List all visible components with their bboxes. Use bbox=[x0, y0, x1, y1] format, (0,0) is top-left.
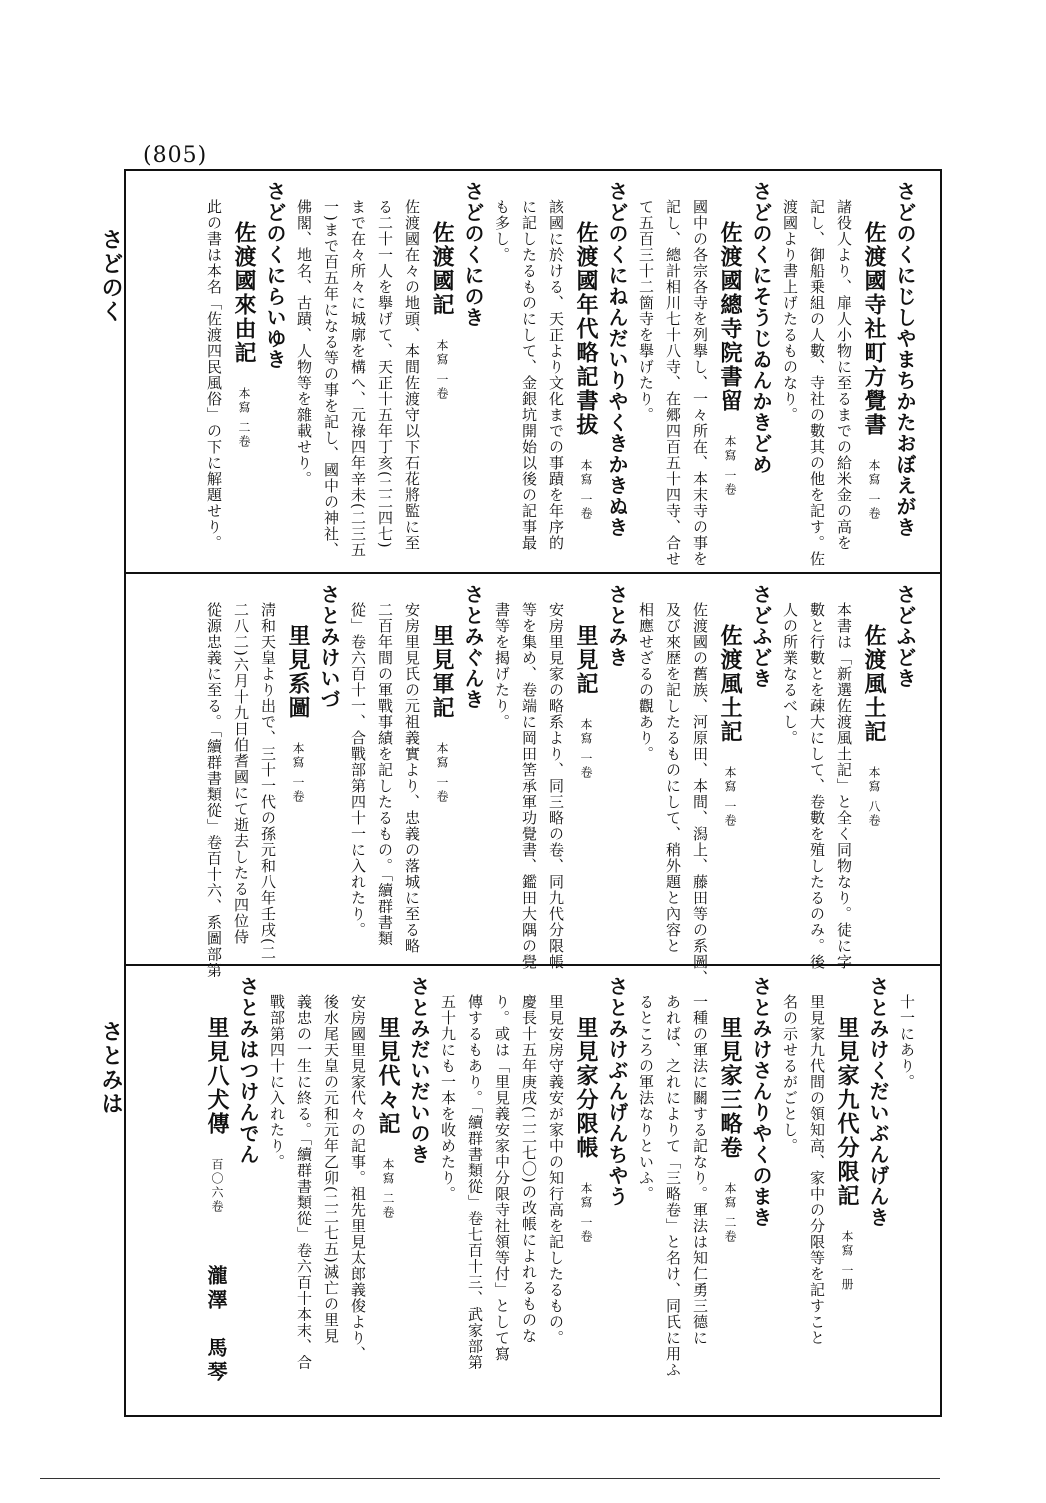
entry-band-top bbox=[126, 171, 940, 574]
page-number: (805) bbox=[143, 143, 208, 168]
heading-text: さとみき bbox=[605, 584, 629, 668]
volume-count: 本寫 一卷 bbox=[291, 742, 305, 804]
volume-count: 本寫 一卷 bbox=[723, 435, 737, 497]
title-text: 里見家分限帳 bbox=[573, 1016, 599, 1160]
desc-text: 佐渡國在々の地頭、本間佐渡守以下石花將監に至 bbox=[403, 199, 421, 551]
title-text: 里見家三略卷 bbox=[717, 1016, 743, 1160]
desc-text: 里見安房守義安が家中の知行高を記したるもの。 bbox=[547, 994, 565, 1346]
heading-text: さどのくにじしやまちかたおぼえがき bbox=[893, 181, 917, 538]
entry-desc bbox=[547, 584, 565, 970]
entry-desc bbox=[638, 181, 653, 562]
heading-text: さどのくにらいゆき bbox=[263, 181, 287, 370]
desc-text: 慶長十五年庚戌(二二七〇)の改帳によれるものな bbox=[520, 994, 538, 1344]
desc-text: 淸和天皇より出で、三十一代の孫元和八年壬戌(二 bbox=[259, 602, 277, 961]
entry-heading bbox=[895, 584, 915, 954]
entry-desc bbox=[808, 181, 826, 567]
entry-title bbox=[863, 584, 885, 954]
desc-text: 記し、總計相川七十八寺、在郷四百五十四寺、合せ bbox=[664, 199, 682, 567]
desc-text: 里見家九代間の領知高、家中の分限等を記すこと bbox=[808, 994, 826, 1346]
entry-desc bbox=[782, 584, 797, 954]
entry-desc bbox=[494, 181, 509, 562]
title-text: 佐渡風土記 bbox=[861, 624, 887, 744]
entries-frame bbox=[124, 169, 942, 1417]
entry-heading bbox=[265, 181, 285, 562]
entry-desc bbox=[350, 976, 365, 1405]
entry-desc bbox=[521, 976, 536, 1405]
desc-text: 戰部第四十に入れたり。 bbox=[268, 994, 286, 1170]
entry-desc bbox=[233, 584, 248, 954]
entry-desc bbox=[350, 584, 365, 954]
title-text: 里見軍記 bbox=[429, 624, 455, 720]
entry-desc bbox=[350, 181, 365, 562]
entry-heading bbox=[463, 584, 483, 954]
desc-text: 安房國里見家代々の記事。祖先里見太郎義俊より、 bbox=[349, 994, 367, 1362]
heading-text: さとみけさんりやくのまき bbox=[749, 976, 773, 1228]
entry-desc bbox=[404, 584, 419, 954]
desc-text: 此の書は本名「佐渡四民風俗」の下に解題せり。 bbox=[205, 199, 223, 551]
desc-text: 該國に於ける、天正より文化までの事蹟を年序的 bbox=[547, 199, 565, 551]
entry-heading bbox=[751, 181, 771, 562]
entry-desc bbox=[809, 976, 824, 1405]
entry-heading bbox=[607, 584, 627, 954]
volume-count: 本寫 二卷 bbox=[723, 1182, 737, 1244]
desc-text: 安房里見家の略系より、同三略の卷、同九代分限帳 bbox=[547, 602, 565, 970]
desc-text: 本書は「新選佐渡風土記」と全く同物なり。徒に字 bbox=[835, 602, 853, 970]
title-text: 里見八犬傳 bbox=[204, 1016, 230, 1136]
entry-title bbox=[575, 584, 597, 954]
heading-text: さどふどき bbox=[749, 584, 773, 689]
entry-heading bbox=[463, 181, 483, 562]
entry-desc bbox=[377, 181, 392, 562]
desc-text: 及び來歴を記したるものにして、稍外題と內容と bbox=[664, 602, 682, 954]
entry-title bbox=[863, 181, 885, 562]
desc-text: 佛閣、地名、古蹟、人物等を雜載せり。 bbox=[295, 199, 313, 487]
entry-desc bbox=[206, 181, 221, 562]
volume-count: 本寫 一卷 bbox=[723, 766, 737, 828]
desc-text: り。或は「里見義安家中分限寺社領等付」として寫 bbox=[493, 994, 511, 1362]
entry-title bbox=[377, 976, 399, 1405]
entry-desc bbox=[836, 181, 851, 562]
title-text: 佐渡國記 bbox=[429, 221, 455, 317]
title-text: 佐渡國年代略記書拔 bbox=[573, 221, 599, 437]
desc-text: あれば、之れによりて「三略卷」と名け、同氏に用ふ bbox=[664, 994, 682, 1378]
entry-heading bbox=[319, 584, 339, 954]
entry-heading bbox=[409, 976, 429, 1405]
heading-text: さどのくにねんだいりやくきかきぬき bbox=[605, 181, 629, 538]
desc-text: も多し。 bbox=[493, 199, 511, 263]
desc-text: るところの軍法なりといふ。 bbox=[637, 994, 655, 1202]
entry-title bbox=[719, 976, 741, 1405]
entry-heading bbox=[607, 181, 627, 562]
volume-count: 本寫 一卷 bbox=[579, 459, 593, 521]
entry-desc bbox=[899, 976, 914, 1405]
title-text: 佐渡國總寺院書留 bbox=[717, 221, 743, 413]
entry-desc bbox=[548, 976, 563, 1405]
entry-title bbox=[836, 976, 858, 1405]
entry-heading bbox=[751, 976, 771, 1405]
entry-desc bbox=[691, 181, 709, 567]
entry-heading bbox=[868, 976, 888, 1405]
side-label-bottom: さとみは bbox=[98, 1020, 124, 1116]
heading-text: さとみはつけんでん bbox=[236, 976, 260, 1165]
entry-desc bbox=[440, 976, 455, 1405]
volume-count: 本寫 一卷 bbox=[435, 742, 449, 804]
title-text: 佐渡國來由記 bbox=[231, 221, 257, 365]
entry-desc bbox=[665, 584, 680, 954]
volume-count: 百〇六卷 bbox=[210, 1158, 224, 1214]
desc-text: 國中の各宗各寺を列擧し、一々所在、本末寺の事を bbox=[691, 199, 709, 567]
entry-desc bbox=[638, 584, 653, 954]
author-text: 瀧澤 馬琴 bbox=[204, 1265, 228, 1385]
entry-desc bbox=[835, 584, 853, 970]
heading-text: さどのくにのき bbox=[461, 181, 485, 328]
volume-count: 本寫 一卷 bbox=[867, 459, 881, 521]
heading-text: さとみけくだいぶんげんき bbox=[866, 976, 890, 1228]
desc-text: 相應せざるの觀あり。 bbox=[637, 602, 655, 762]
side-label-top: さどのく bbox=[98, 228, 124, 324]
desc-text: 數と行數とを疎大にして、卷數を殖したるのみ。後 bbox=[808, 602, 826, 970]
entry-desc bbox=[259, 584, 277, 961]
desc-text: 義忠の一生に終る。「續群書類從」卷六百十本末、合 bbox=[295, 994, 313, 1371]
desc-text: 二八二)六月十九日伯耆國にて逝去したる四位侍 bbox=[232, 602, 250, 945]
entry-desc bbox=[323, 976, 338, 1405]
entry-desc bbox=[494, 584, 509, 954]
entry-desc bbox=[782, 976, 797, 1405]
entry-desc bbox=[548, 181, 563, 562]
desc-text: 傳するもあり。「續群書類從」卷七百十三、武家部第 bbox=[466, 994, 484, 1371]
entry-desc bbox=[323, 181, 338, 562]
entry-title bbox=[431, 181, 453, 562]
desc-text: 記し、御船乗組の人數、寺社の數其の他を記す。佐 bbox=[808, 199, 826, 567]
entry-title bbox=[575, 976, 597, 1405]
desc-text: 一種の軍法に關する記なり。軍法は知仁勇三德に bbox=[691, 994, 709, 1346]
title-text: 里見家九代分限記 bbox=[834, 1016, 860, 1208]
desc-text: 書等を揭げたり。 bbox=[493, 602, 511, 730]
desc-text: に記したるものにして、金銀坑開始以後の記事最 bbox=[520, 199, 538, 551]
volume-count: 本寫 一卷 bbox=[579, 1182, 593, 1244]
desc-text: て五百三十二箇寺を擧げたり。 bbox=[637, 199, 655, 423]
volume-count: 本寫 八卷 bbox=[867, 766, 881, 828]
heading-text: さとみぐんき bbox=[461, 584, 485, 710]
title-text: 佐渡風土記 bbox=[717, 624, 743, 744]
heading-text: さとみけぶんげんちやう bbox=[605, 976, 629, 1207]
volume-count: 本寫 一卷 bbox=[435, 339, 449, 401]
title-text: 里見記 bbox=[573, 624, 599, 696]
entry-desc bbox=[520, 584, 538, 970]
entry-desc bbox=[664, 181, 682, 567]
volume-count: 本寫 二卷 bbox=[237, 387, 251, 449]
entry-desc bbox=[692, 976, 707, 1405]
entry-desc bbox=[494, 976, 509, 1405]
title-text: 里見系圖 bbox=[285, 624, 311, 720]
desc-text: 諸役人より、扉人小物に至るまでの給米金の高を bbox=[835, 199, 853, 551]
desc-text: 安房里見氏の元祖義實より、忠義の落城に至る略 bbox=[403, 602, 421, 954]
entry-title bbox=[233, 181, 255, 562]
desc-text: 名の示せるがごとし。 bbox=[781, 994, 799, 1154]
entry-band-bottom bbox=[126, 966, 940, 1415]
entry-desc bbox=[521, 181, 536, 562]
entry-heading bbox=[607, 976, 627, 1405]
entry-heading bbox=[238, 976, 258, 1405]
heading-text: さどふどき bbox=[893, 584, 917, 689]
entry-title bbox=[431, 584, 453, 954]
desc-text: 佐渡國の舊族、河原田、本間、潟上、藤田等の系圖、 bbox=[691, 602, 709, 986]
desc-text: る二十一人を擧げて、天正十五年丁亥(二二四七) bbox=[376, 199, 394, 549]
entry-title bbox=[575, 181, 597, 562]
volume-count: 本寫 二卷 bbox=[381, 1158, 395, 1220]
desc-text: 從」卷六百十一、合戰部第四十一に入れたり。 bbox=[349, 602, 367, 938]
entry-desc bbox=[638, 976, 653, 1405]
desc-text: 從源忠義に至る。「續群書類從」卷百十六、系圖部第 bbox=[205, 602, 223, 979]
desc-text: 十一にあり。 bbox=[898, 994, 916, 1090]
desc-text: まで在々所々に城廓を構へ、元祿四年辛未(二三五 bbox=[349, 199, 367, 558]
desc-text: 五十九にも一本を收めたり。 bbox=[439, 994, 457, 1202]
entry-heading bbox=[895, 181, 915, 562]
entry-desc bbox=[782, 181, 797, 562]
entry-desc bbox=[296, 976, 311, 1405]
heading-text: さどのくにそうじゐんかきどめ bbox=[749, 181, 773, 475]
desc-text: 人の所業なるべし。 bbox=[781, 602, 799, 746]
volume-count: 本寫 一卷 bbox=[579, 718, 593, 780]
entry-desc bbox=[269, 976, 284, 1405]
title-text: 里見代々記 bbox=[375, 1016, 401, 1136]
heading-text: さとみだいだいのき bbox=[407, 976, 431, 1165]
desc-text: 一)まで百五年になる等の事を記し、國中の神社、 bbox=[322, 199, 340, 558]
entry-desc bbox=[467, 976, 482, 1405]
heading-text: さとみけいづ bbox=[317, 584, 341, 710]
entry-heading bbox=[751, 584, 771, 954]
entry-desc bbox=[205, 584, 223, 979]
entry-title bbox=[719, 584, 741, 954]
volume-count: 本寫 一册 bbox=[840, 1230, 854, 1292]
desc-text: 二百年間の軍戰事績を記したるもの。「續群書類 bbox=[376, 602, 394, 947]
title-text: 佐渡國寺社町方覺書 bbox=[861, 221, 887, 437]
desc-text: 後水尾天皇の元和元年乙卯(二二七五)滅亡の里見 bbox=[322, 994, 340, 1344]
entry-desc bbox=[404, 181, 419, 562]
entry-desc bbox=[691, 584, 709, 986]
entry-desc bbox=[665, 976, 680, 1405]
desc-text: 等を集め、卷端に岡田筈承軍功覺書、鑑田大隅の覺 bbox=[520, 602, 538, 970]
entry-band-middle bbox=[126, 574, 940, 986]
desc-text: 渡國より書上げたるものなり。 bbox=[781, 199, 799, 423]
entry-title bbox=[719, 181, 741, 562]
entry-desc bbox=[296, 181, 311, 562]
entry-desc bbox=[377, 584, 392, 954]
bottom-rule bbox=[40, 1478, 940, 1479]
entry-title bbox=[287, 584, 309, 954]
entry-author bbox=[206, 1265, 226, 1385]
entry-desc bbox=[808, 584, 826, 970]
